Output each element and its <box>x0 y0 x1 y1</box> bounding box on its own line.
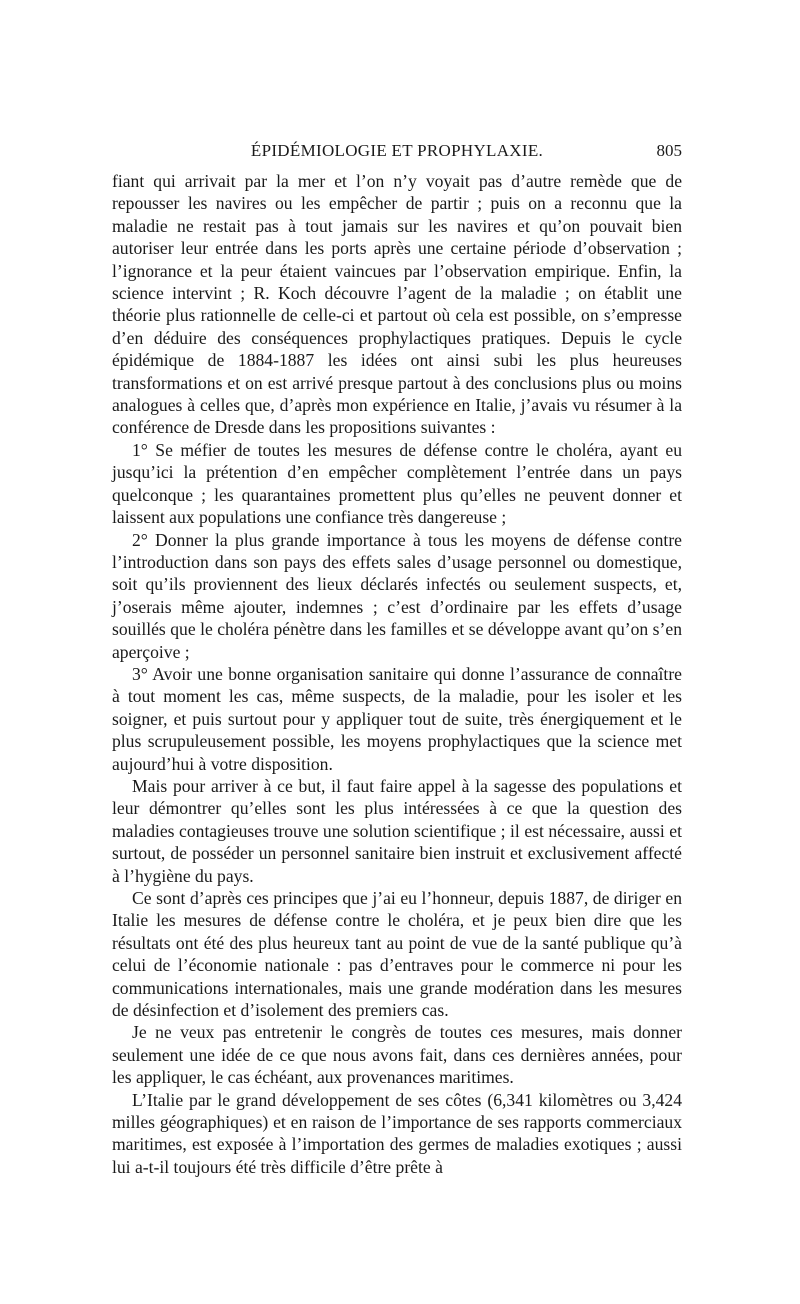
page-number: 805 <box>656 141 682 160</box>
paragraph-proposition-3: 3° Avoir une bonne organisation sanitaire qui donne l’assurance de connaître à tout moment les cas, même suspects, de la maladie, pour les isoler et les soigner, et puis surtout pour y appliquer tout de suite, très énergiquement et le plus scrupuleusement possible, les moyens prophylactiques que la science met aujourd’hui à votre disposition. <box>112 663 682 774</box>
paragraph: Ce sont d’après ces principes que j’ai eu l’honneur, depuis 1887, de diriger en Italie les mesures de défense contre le choléra, et je peux bien dire que les résultats ont été des plus heureux tant au point de vue de la santé publique qu’à celui de l’économie nationale : pas d’entraves pour le commerce ni pour les communications internationales, mais une grande modération dans les mesures de désinfection et d’isolement des premiers cas. <box>112 888 682 1021</box>
paragraph: Je ne veux pas entretenir le congrès de toutes ces mesures, mais donner seulement une idée de ce que nous avons fait, dans ces dernières années, pour les appliquer, le cas échéant, aux provenances maritimes. <box>112 1022 682 1088</box>
body-text <box>112 170 682 1178</box>
paragraph-proposition-1: 1° Se méfier de toutes les mesures de défense contre le choléra, ayant eu jusqu’ici la prétention d’en empêcher complètement l’entrée dans un pays quelconque ; les quarantaines promettent plus qu’elles ne peuvent donner et laissent aux populations une confiance très dangereuse ; <box>112 439 682 528</box>
paragraph-continuation: fiant qui arrivait par la mer et l’on n’y voyait pas d’autre remède que de repousser les navires ou les empêcher de partir ; puis on a reconnu que la maladie ne restait pas à tout jamais sur les navires et qu’on pouvait bien autoriser leur entrée dans les ports après une certaine période d’observation ; l’ignorance et la peur étaient vaincues par l’observation empirique. Enfin, la science intervint ; R. Koch découvre l’agent de la maladie ; on établit une théorie plus rationnelle de celle-ci et partout où cela est possible, on s’empresse d’en déduire des conséquences prophylactiques pratiques. Depuis le cycle épidémique de 1884-1887 les idées ont ainsi subi les plus heureuses transformations et on est arrivé presque partout à des conclusions plus ou moins analogues à celles que, d’après mon expérience en Italie, j’avais vu résumer à la conférence de Dresde dans les propositions suivantes : <box>112 171 682 438</box>
paragraph: L’Italie par le grand développement de ses côtes (6,341 kilomètres ou 3,424 milles géographiques) et en raison de l’importance de ses rapports commerciaux maritimes, est exposée à l’importation des germes de maladies exotiques ; aussi lui a-t-il toujours été très difficile d’être prête à <box>112 1089 682 1177</box>
running-head <box>112 141 682 165</box>
paragraph-proposition-2: 2° Donner la plus grande importance à tous les moyens de défense contre l’introduction dans son pays des effets sales d’usage personnel ou domestique, soit qu’ils proviennent des lieux déclarés infectés ou seulement suspects, et, j’oserais même ajouter, indemnes ; c’est d’ordinaire par les effets d’usage souillés que le choléra pénètre dans les familles et se développe avant qu’on s’en aperçoive ; <box>112 529 682 662</box>
paragraph: Mais pour arriver à ce but, il faut faire appel à la sagesse des populations et leur démontrer qu’elles sont les plus intéressées à ce que la question des maladies contagieuses trouve une solution scientifique ; il est nécessaire, aussi et surtout, de posséder un personnel sanitaire bien instruit et exclusivement affecté à l’hygiène du pays. <box>112 775 682 886</box>
running-head-title: ÉPIDÉMIOLOGIE ET PROPHYLAXIE. <box>250 141 544 160</box>
